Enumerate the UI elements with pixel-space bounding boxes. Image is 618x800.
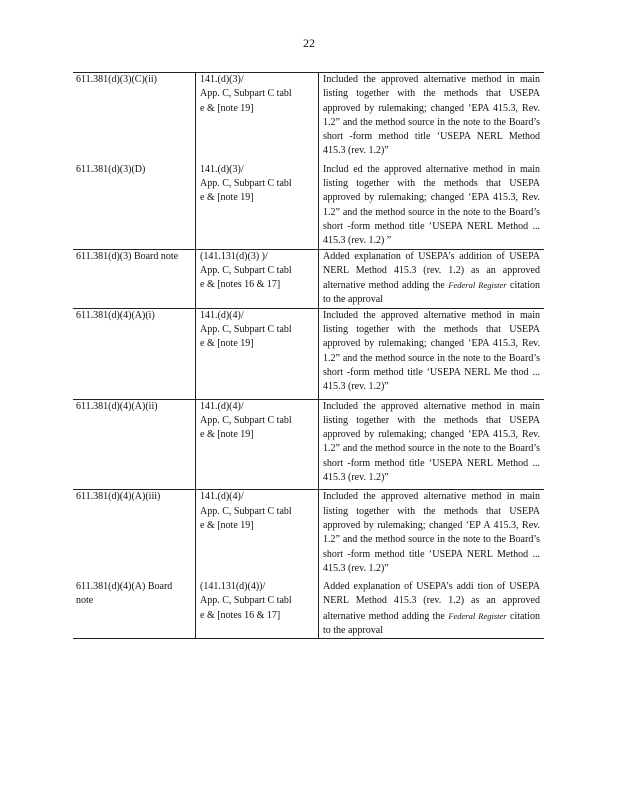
source-line: 141.(d)(4)/ (200, 400, 244, 412)
explanation-text: Added explanation of USEPA’s addition of USEPA NERL Method 415.3 (rev. 1.2) as an approved alternative method adding the (323, 250, 540, 292)
source-cell (196, 308, 319, 399)
source-cell (196, 580, 319, 639)
source-line: App. C, Subpart C tabl (200, 505, 292, 517)
federal-register-text: Federal Register (448, 280, 507, 291)
table-row (73, 249, 544, 308)
source-line: e & [note 19] (200, 102, 254, 114)
source-line: e & [note 19] (200, 429, 254, 441)
explanation-text: Includ ed the approved alternative method in main listing together with the methods that USEPA approved by rulemaking; changed ‘EPA 415.3, Rev. 1.2” and the method source in the note to the Board’s short -form method title ‘USEPA NERL Method ... 415.3 (rev. 1.2) ” (323, 163, 540, 247)
section-cell (73, 73, 196, 163)
section-text: 611.381(d)(4)(A)(i) (76, 309, 155, 321)
source-line: App. C, Subpart C tabl (200, 264, 292, 276)
federal-register-text: Federal Register (448, 610, 507, 621)
source-cell (196, 399, 319, 490)
source-line: 141.(d)(3)/ (200, 163, 244, 175)
source-cell (196, 163, 319, 249)
source-line: e & [note 19] (200, 519, 254, 531)
source-line: App. C, Subpart C tabl (200, 88, 292, 100)
explanation-text: Included the approved alternative method in main listing together with the methods that USEPA approved by rulemaking; changed ‘EPA 415.3, Rev. 1.2” and the method source in the note to the Board’s short -form method title ‘USEPA NERL Method ... 415.3 (rev. 1.2)” (323, 400, 540, 484)
section-text: 611.381(d)(3)(C)(ii) (76, 74, 157, 85)
source-cell (196, 249, 319, 308)
source-cell (196, 73, 319, 163)
changes-table (73, 72, 544, 639)
section-text: 611.381(d)(3)(D) (76, 163, 146, 175)
source-line: App. C, Subpart C tabl (200, 595, 292, 607)
source-line: e & [notes 16 & 17] (200, 609, 281, 621)
explanation-text: citation to the approval (323, 610, 541, 636)
explanation-cell (319, 399, 545, 490)
explanation-text: Included the approved alternative method in main listing together with the methods that USEPA approved by rulemaking; changed ‘EP A 415.3, Rev. 1.2” and the method source in the note to the Board’s short -form method title ‘USEPA NERL Method ... 415.3 (rev. 1.2)” (323, 491, 540, 574)
section-cell (73, 308, 196, 399)
section-cell (73, 249, 196, 308)
source-cell (196, 490, 319, 580)
explanation-cell (319, 490, 545, 580)
source-line: 141.(d)(3)/ (200, 74, 244, 85)
explanation-cell (319, 249, 545, 308)
source-line: App. C, Subpart C tabl (200, 324, 292, 336)
section-cell (73, 580, 196, 639)
source-line: App. C, Subpart C tabl (200, 178, 292, 190)
section-text: 611.381(d)(4)(A) Board note (76, 581, 173, 607)
explanation-text: Added explanation of USEPA’s addi tion of USEPA NERL Method 415.3 (rev. 1.2) as an approved alternative method adding the (323, 581, 540, 622)
explanation-text: Included the approved alternative method in main listing together with the methods that USEPA approved by rulemaking; changed ‘EPA 415.3, Rev. 1.2” and the method source in the note to the Board’s short -form method title ‘USEPA NERL Me thod ... 415.3 (rev. 1.2)” (323, 309, 540, 393)
source-line: App. C, Subpart C tabl (200, 414, 292, 426)
table-row (73, 308, 544, 399)
section-cell (73, 163, 196, 249)
section-cell (73, 490, 196, 580)
source-line: e & [note 19] (200, 192, 254, 204)
section-text: 611.381(d)(3) Board note (76, 250, 179, 262)
table-row (73, 399, 544, 490)
explanation-cell (319, 580, 545, 639)
section-cell (73, 399, 196, 490)
page-number: 22 (303, 36, 315, 50)
explanation-text: Included the approved alternative method in main listing together with the methods that USEPA approved by rulemaking; changed ‘EPA 415.3, Rev. 1.2” and the method source in the note to the Board’s short -form method title ‘USEPA NERL Method 415.3 (rev. 1.2)” (323, 74, 540, 157)
explanation-cell (319, 163, 545, 249)
table-row (73, 580, 544, 639)
source-line: (141.131(d)(4))/ (200, 581, 266, 593)
explanation-text: citation to the approval (323, 280, 541, 306)
section-text: 611.381(d)(4)(A)(iii) (76, 491, 161, 503)
source-line: 141.(d)(4)/ (200, 309, 244, 321)
table-row (73, 490, 544, 580)
explanation-cell (319, 308, 545, 399)
source-line: 141.(d)(4)/ (200, 491, 244, 503)
source-line: e & [note 19] (200, 338, 254, 350)
section-text: 611.381(d)(4)(A)(ii) (76, 400, 158, 412)
source-line: e & [notes 16 & 17] (200, 279, 281, 291)
source-line: (141.131(d)(3) )/ (200, 250, 268, 262)
explanation-cell (319, 73, 545, 163)
table-row (73, 163, 544, 249)
table-row (73, 73, 544, 163)
